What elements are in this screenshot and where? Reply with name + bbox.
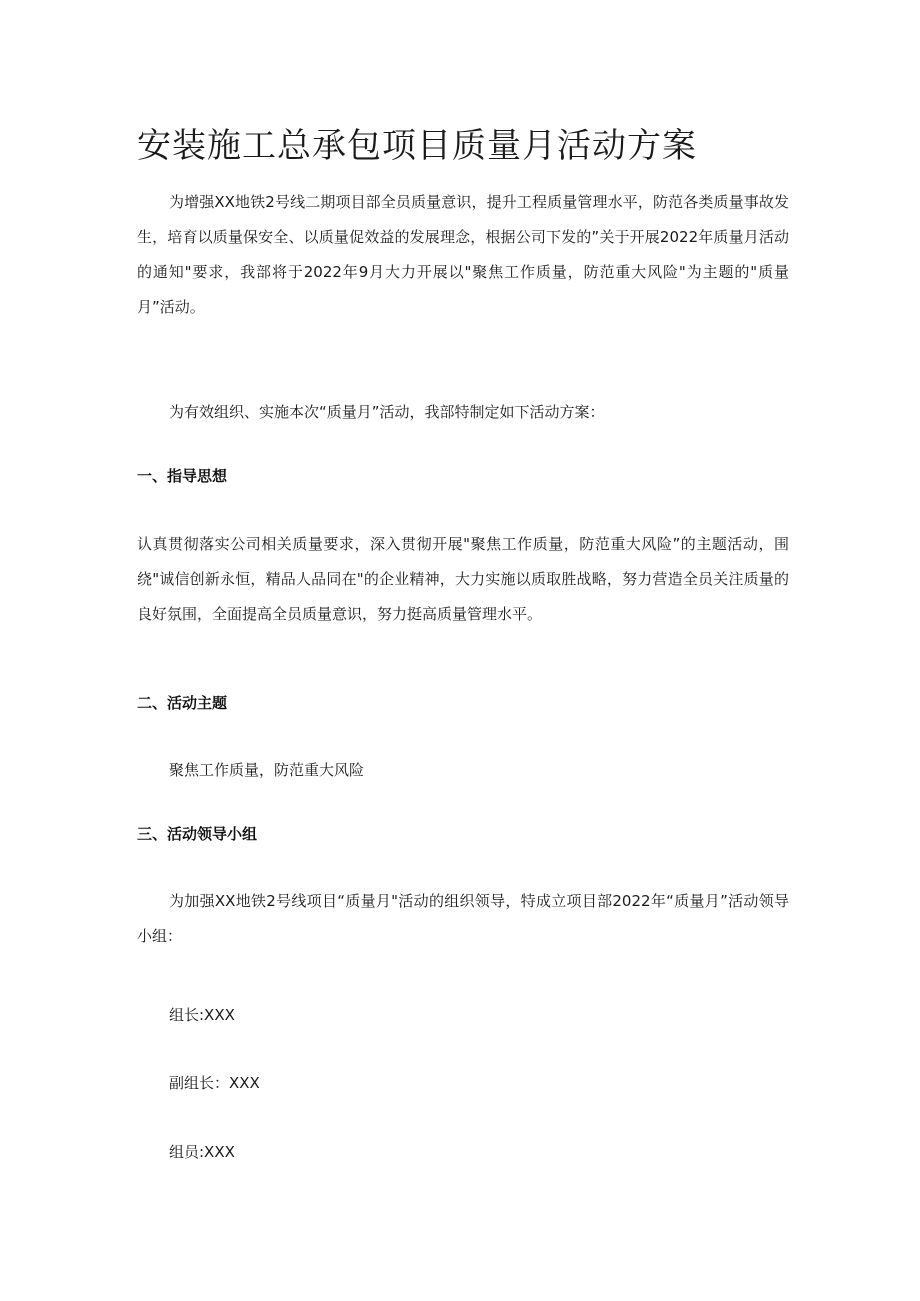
- member-line: 组员:XXX: [169, 1143, 235, 1161]
- section-guiding-heading: 一、指导思想: [137, 467, 228, 485]
- section-leadership-heading: 三、活动领导小组: [137, 825, 258, 843]
- section-theme-heading: 二、活动主题: [137, 694, 228, 712]
- deputy-leader-line: 副组长：XXX: [169, 1074, 260, 1092]
- section-theme-body: 聚焦工作质量，防范重大风险: [169, 761, 365, 779]
- intro-paragraph: 为增强XX地铁2号线二期项目部全员质量意识，提升工程质量管理水平，防范各类质量事故发生，培育以质量保安全、以质量促效益的发展理念，根据公司下发的”关于开展2022年质量月活动的通知"要求，我部将于2022年9月大力开展以"聚焦工作质量，防范重大风险"为主题的"质量月”活动。: [137, 193, 789, 316]
- plan-intro-paragraph: 为有效组织、实施本次“质量月”活动，我部特制定如下活动方案：: [169, 403, 605, 421]
- section-guiding-body: 认真贯彻落实公司相关质量要求，深入贯彻开展"聚焦工作质量，防范重大风险”的主题活动，围绕"诚信创新永恒，精品人品同在"的企业精神，大力实施以质取胜战略，努力营造全员关注质量的良好氛围，全面提高全员质量意识，努力挺高质量管理水平。: [137, 535, 789, 623]
- section-leadership-body: 为加强XX地铁2号线项目“质量月"活动的组织领导，特成立项目部2022年“质量月”活动领导小组：: [137, 892, 789, 945]
- leader-line: 组长:XXX: [169, 1006, 235, 1024]
- document-title: 安装施工总承包项目质量月活动方案: [137, 126, 697, 166]
